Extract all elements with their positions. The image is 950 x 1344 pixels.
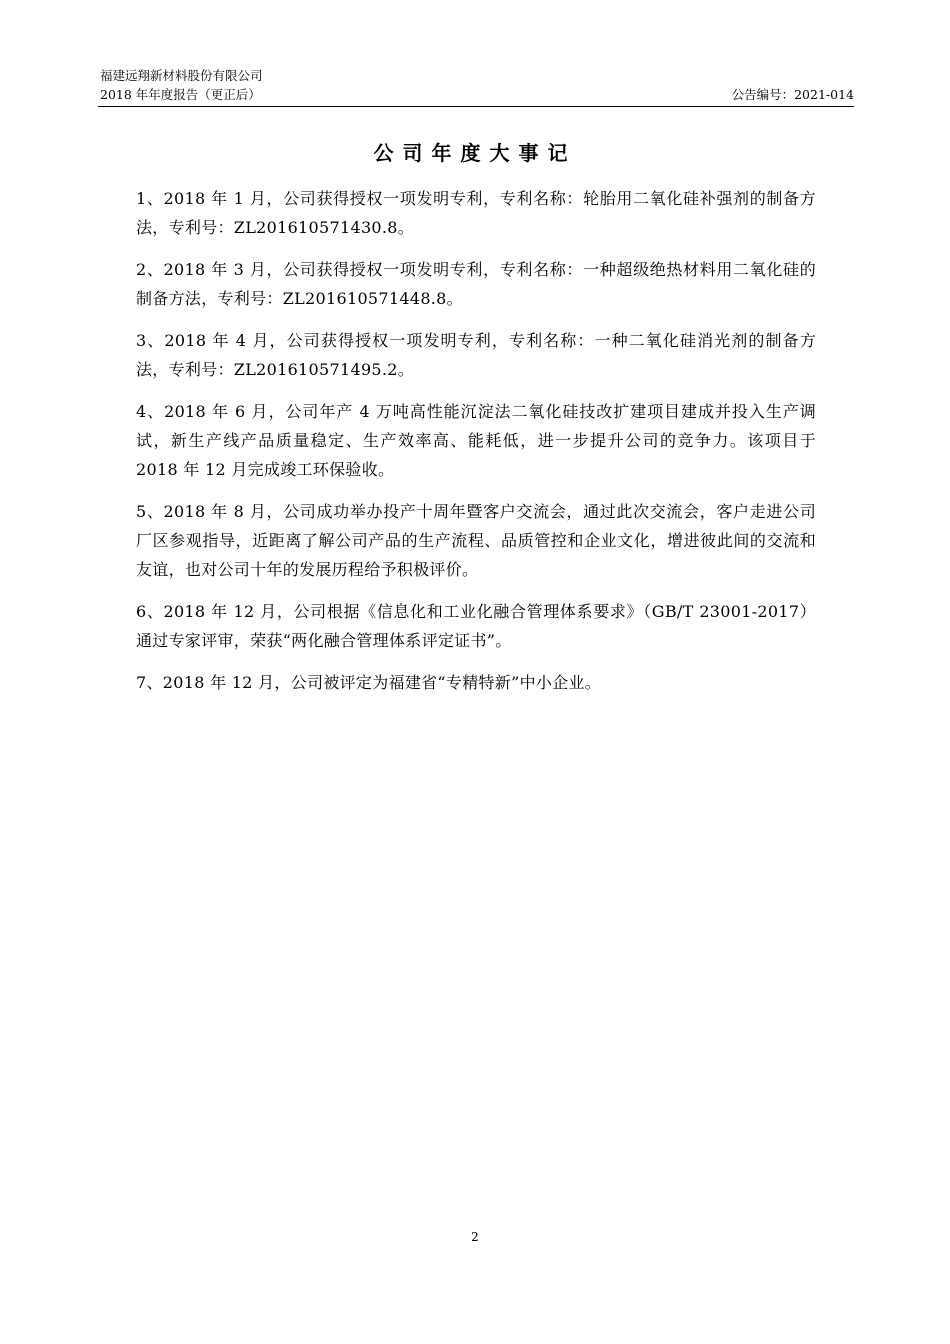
event-item-4: 4、2018 年 6 月，公司年产 4 万吨高性能沉淀法二氧化硅技改扩建项目建成并投入生产调试，新生产线产品质量稳定、生产效率高、能耗低，进一步提升公司的竞争力。该项目于 2018 年 12 月完成竣工环保验收。: [136, 402, 816, 479]
event-item-6: 6、2018 年 12 月，公司根据《信息化和工业化融合管理体系要求》（GB/T 23001-2017）通过专家评审，荣获“两化融合管理体系评定证书”。: [136, 602, 816, 650]
events-list: [136, 184, 816, 710]
event-item-1: 1、2018 年 1 月，公司获得授权一项发明专利，专利名称：轮胎用二氧化硅补强剂的制备方法，专利号：ZL201610571430.8。: [136, 189, 816, 237]
company-name: 福建远翔新材料股份有限公司: [100, 68, 263, 83]
page-number: 2: [471, 1230, 479, 1244]
header-divider: [98, 106, 854, 107]
page-header: [100, 66, 854, 104]
event-item-3: 3、2018 年 4 月，公司获得授权一项发明专利，专利名称：一种二氧化硅消光剂的制备方法，专利号：ZL201610571495.2。: [136, 331, 816, 379]
event-item-7: 7、2018 年 12 月，公司被评定为福建省“专精特新”中小企业。: [136, 673, 602, 692]
event-item-2: 2、2018 年 3 月，公司获得授权一项发明专利，专利名称：一种超级绝热材料用二氧化硅的制备方法，专利号：ZL201610571448.8。: [136, 260, 816, 308]
header-row: [100, 85, 854, 104]
page-title: 公司年度大事记: [373, 141, 577, 165]
notice-number: 公告编号：2021-014: [731, 87, 854, 102]
report-title: 2018 年年度报告（更正后）: [100, 87, 261, 102]
event-item-5: 5、2018 年 8 月，公司成功举办投产十周年暨客户交流会，通过此次交流会，客户走进公司厂区参观指导，近距离了解公司产品的生产流程、品质管控和企业文化，增进彼此间的交流和友谊，也对公司十年的发展历程给予积极评价。: [136, 502, 816, 579]
